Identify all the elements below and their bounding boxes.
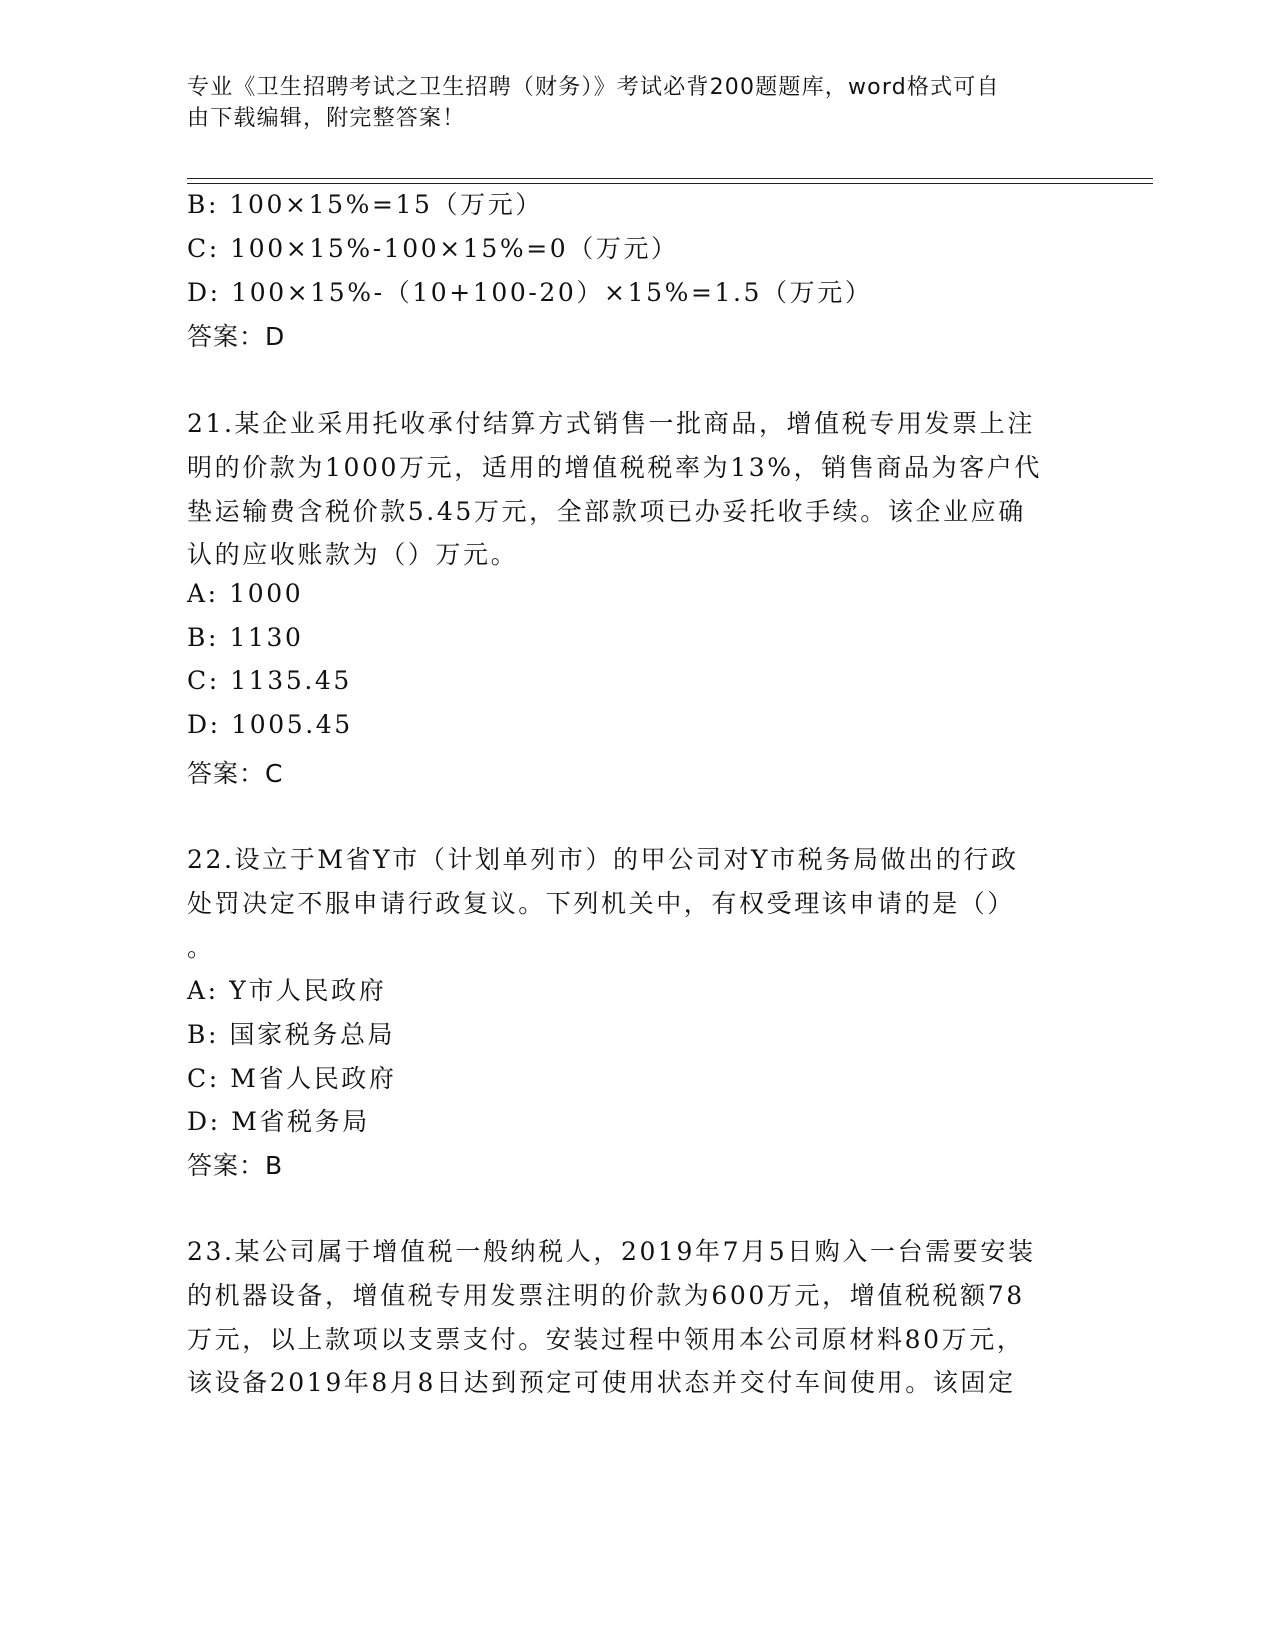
q21-stem-line-3: 垫运输费含税价款5.45万元，全部款项已办妥托收手续。该企业应确 xyxy=(187,497,1026,526)
q22-stem-line-2: 处罚决定不服申请行政复议。下列机关中，有权受理该申请的是（） xyxy=(187,889,1016,918)
q22-option-a: A: Y市人民政府 xyxy=(187,976,387,1005)
q22-stem-line-3: 。 xyxy=(187,933,215,962)
q23-stem-line-1: 23.某公司属于增值税一般纳税人，2019年7月5日购入一台需要安装 xyxy=(187,1237,1036,1266)
header-divider-top xyxy=(187,178,1153,179)
q21-stem-line-1: 21.某企业采用托收承付结算方式销售一批商品，增值税专用发票上注 xyxy=(187,409,1035,438)
header-divider-bottom xyxy=(187,183,1153,184)
q23-stem-line-3: 万元，以上款项以支票支付。安装过程中领用本公司原材料80万元， xyxy=(187,1325,1025,1354)
q21-option-d: D: 1005.45 xyxy=(187,710,353,739)
q22-option-c: C: M省人民政府 xyxy=(187,1064,397,1093)
q22-option-b: B: 国家税务总局 xyxy=(187,1020,396,1049)
q21-answer: 答案：C xyxy=(187,759,284,788)
q22-answer: 答案：B xyxy=(187,1151,284,1180)
q22-stem-line-1: 22.设立于M省Y市（计划单列市）的甲公司对Y市税务局做出的行政 xyxy=(187,845,1019,874)
document-header xyxy=(187,72,1077,134)
q21-stem-line-2: 明的价款为1000万元，适用的增值税税率为13%，销售商品为客户代 xyxy=(187,453,1042,482)
prev-option-d: D: 100×15%-（10+100-20）×15%=1.5（万元） xyxy=(187,278,873,307)
header-line-1: 专业《卫生招聘考试之卫生招聘（财务）》考试必背200题题库，word格式可自 xyxy=(187,75,1000,100)
q22-option-d: D: M省税务局 xyxy=(187,1107,370,1136)
q21-option-a: A: 1000 xyxy=(187,579,304,608)
prev-answer: 答案：D xyxy=(187,322,286,351)
q23-stem-line-2: 的机器设备，增值税专用发票注明的价款为600万元，增值税税额78 xyxy=(187,1281,1025,1310)
q21-stem-line-4: 认的应收账款为（）万元。 xyxy=(187,540,519,569)
prev-option-c: C: 100×15%-100×15%=0（万元） xyxy=(187,234,679,263)
q23-stem-line-4: 该设备2019年8月8日达到预定可使用状态并交付车间使用。该固定 xyxy=(187,1368,1016,1397)
header-line-2: 由下载编辑，附完整答案！ xyxy=(187,106,466,131)
prev-option-b: B: 100×15%=15（万元） xyxy=(187,190,543,219)
q21-option-c: C: 1135.45 xyxy=(187,666,352,695)
q21-option-b: B: 1130 xyxy=(187,623,304,652)
